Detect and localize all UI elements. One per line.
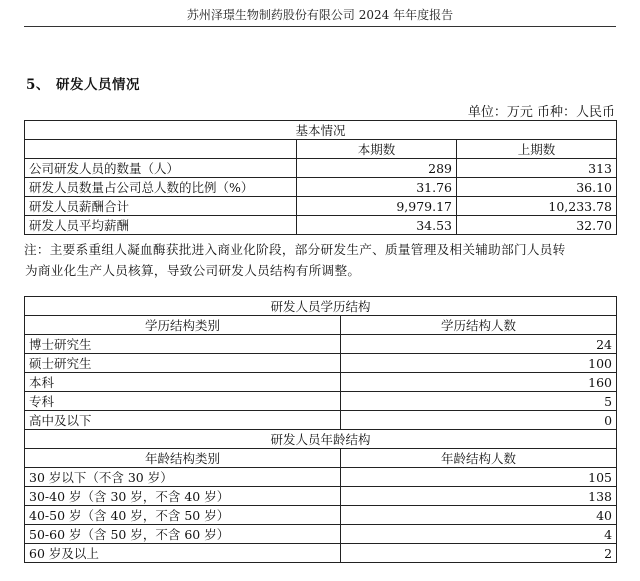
row-count: 100	[341, 354, 617, 373]
row-count: 5	[341, 392, 617, 411]
table-row	[25, 392, 617, 411]
table-row	[25, 544, 617, 563]
age-table-caption: 研发人员年龄结构	[25, 430, 617, 449]
table-row	[25, 506, 617, 525]
section-number: 5、	[26, 77, 50, 93]
row-current-value: 9,979.17	[297, 197, 457, 216]
row-previous-value: 10,233.78	[457, 197, 617, 216]
table-row	[25, 373, 617, 392]
table-row	[25, 525, 617, 544]
education-count-header: 学历结构人数	[341, 316, 617, 335]
row-count: 4	[341, 525, 617, 544]
footnote-line-1: 注：主要系重组人凝血酶获批进入商业化阶段，部分研发生产、质量管理及相关辅助部门人员转	[24, 242, 566, 257]
basic-header-blank	[25, 140, 297, 159]
row-count: 40	[341, 506, 617, 525]
table-row	[25, 197, 617, 216]
row-count: 2	[341, 544, 617, 563]
col-current-header: 本期数	[297, 140, 457, 159]
row-count: 160	[341, 373, 617, 392]
row-previous-value: 313	[457, 159, 617, 178]
row-label: 博士研究生	[25, 335, 341, 354]
table-row	[25, 335, 617, 354]
table-row	[25, 354, 617, 373]
age-category-header: 年龄结构类别	[25, 449, 341, 468]
row-label: 专科	[25, 392, 341, 411]
col-previous-header: 上期数	[457, 140, 617, 159]
row-label: 公司研发人员的数量（人）	[25, 159, 297, 178]
row-label: 高中及以下	[25, 411, 341, 430]
row-label: 硕士研究生	[25, 354, 341, 373]
row-label: 研发人员数量占公司总人数的比例（%）	[25, 178, 297, 197]
section-title: 研发人员情况	[56, 77, 140, 93]
table-row	[25, 411, 617, 430]
unit-currency-line: 单位：万元 币种：人民币	[467, 105, 615, 120]
age-count-header: 年龄结构人数	[341, 449, 617, 468]
basic-table-caption: 基本情况	[25, 121, 617, 140]
row-current-value: 289	[297, 159, 457, 178]
table-row	[25, 178, 617, 197]
table-row	[25, 468, 617, 487]
row-label: 50-60 岁（含 50 岁，不含 60 岁）	[25, 525, 341, 544]
basic-info-table	[24, 120, 617, 235]
row-count: 24	[341, 335, 617, 354]
header-divider	[24, 26, 616, 27]
row-label: 30-40 岁（含 30 岁，不含 40 岁）	[25, 487, 341, 506]
table-row	[25, 159, 617, 178]
row-current-value: 34.53	[297, 216, 457, 235]
row-label: 研发人员平均薪酬	[25, 216, 297, 235]
row-current-value: 31.76	[297, 178, 457, 197]
row-label: 30 岁以下（不含 30 岁）	[25, 468, 341, 487]
education-category-header: 学历结构类别	[25, 316, 341, 335]
row-label: 研发人员薪酬合计	[25, 197, 297, 216]
structure-table	[24, 296, 617, 563]
row-count: 105	[341, 468, 617, 487]
row-count: 138	[341, 487, 617, 506]
footnote	[24, 239, 618, 281]
row-count: 0	[341, 411, 617, 430]
row-label: 40-50 岁（含 40 岁，不含 50 岁）	[25, 506, 341, 525]
row-label: 本科	[25, 373, 341, 392]
section-heading	[26, 73, 140, 93]
row-previous-value: 36.10	[457, 178, 617, 197]
education-table-caption: 研发人员学历结构	[25, 297, 617, 316]
table-row	[25, 216, 617, 235]
table-row	[25, 487, 617, 506]
report-header: 苏州泽璟生物制药股份有限公司 2024 年年度报告	[186, 8, 454, 22]
footnote-line-2: 为商业化生产人员核算，导致公司研发人员结构有所调整。	[25, 263, 361, 278]
row-previous-value: 32.70	[457, 216, 617, 235]
row-label: 60 岁及以上	[25, 544, 341, 563]
